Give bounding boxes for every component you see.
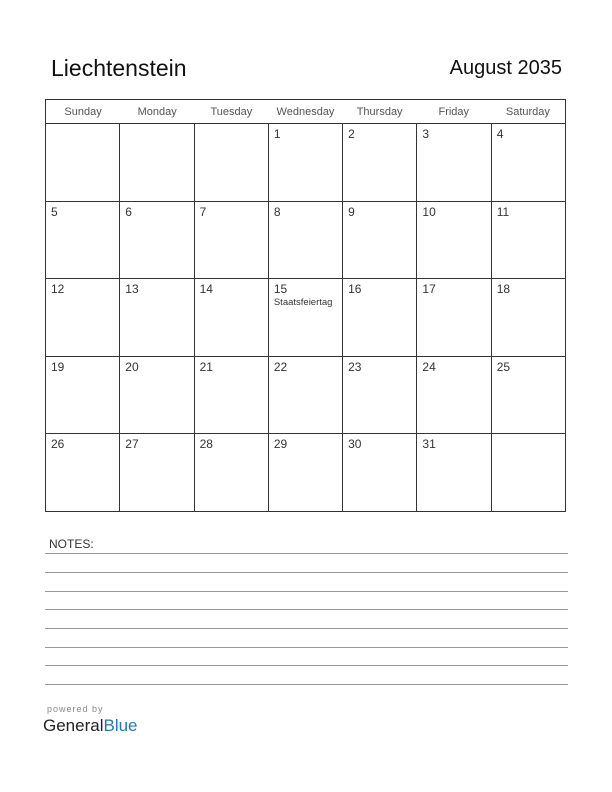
day-cell: [417, 357, 491, 434]
day-cell: [46, 434, 120, 512]
day-cell: [269, 279, 343, 356]
day-cell: [417, 279, 491, 356]
day-number: 27: [125, 437, 139, 451]
day-number: 26: [51, 437, 65, 451]
day-cell: [269, 124, 343, 201]
day-cell: [343, 279, 417, 356]
day-number: 31: [422, 437, 436, 451]
day-cell: [343, 202, 417, 279]
day-cell: [492, 124, 565, 201]
day-number: 3: [422, 127, 430, 141]
day-cell: [120, 124, 194, 201]
day-cell: [343, 124, 417, 201]
note-line: [45, 647, 568, 648]
day-cell: [120, 279, 194, 356]
note-line: [45, 665, 568, 666]
week-row: [46, 434, 565, 512]
day-number: 5: [51, 204, 58, 219]
day-number: 29: [273, 437, 288, 451]
day-cell: [195, 124, 269, 201]
day-number: 19: [51, 359, 65, 374]
day-cell: [492, 279, 565, 356]
day-cell: [343, 357, 417, 434]
day-number: 20: [125, 359, 139, 374]
notes-label: NOTES:: [49, 537, 94, 551]
day-number: 10: [422, 204, 436, 219]
day-cell: [492, 434, 565, 512]
day-cell: [269, 434, 343, 512]
day-number: 15: [273, 282, 288, 296]
brand-general: General: [43, 716, 104, 735]
day-cell: [343, 434, 417, 512]
weekday-wednesday: Wednesday: [276, 106, 335, 118]
day-number: 2: [348, 127, 355, 141]
weekday-thursday: Thursday: [356, 106, 403, 118]
powered-by-text: powered by: [47, 704, 104, 714]
weekday-tuesday: Tuesday: [210, 106, 253, 118]
day-number: 16: [348, 282, 362, 296]
note-line: [45, 553, 568, 554]
day-cell: [269, 202, 343, 279]
note-line: [45, 609, 568, 610]
week-row: [46, 124, 565, 202]
country-title: Liechtenstein: [51, 55, 187, 81]
month-title: August 2035: [449, 57, 562, 79]
weekday-friday: Friday: [438, 106, 470, 118]
brand-blue: Blue: [103, 716, 138, 735]
day-number: 1: [273, 127, 281, 141]
day-cell: [492, 357, 565, 434]
day-cell: [417, 202, 491, 279]
day-number: 14: [199, 282, 213, 296]
day-number: 4: [496, 127, 504, 141]
day-cell: [120, 357, 194, 434]
note-line: [45, 628, 568, 629]
generalblue-logo[interactable]: [43, 716, 138, 736]
day-number: 18: [496, 282, 511, 296]
week-row: [46, 279, 565, 357]
calendar-grid: [45, 99, 566, 512]
day-number: 8: [273, 204, 281, 219]
day-number: 17: [422, 282, 436, 296]
day-cell: [120, 434, 194, 512]
day-cell: [269, 357, 343, 434]
day-number: 13: [125, 282, 139, 296]
note-line: [45, 591, 568, 592]
day-number: 9: [348, 204, 355, 219]
holiday-label: Staatsfeiertag: [273, 297, 333, 308]
day-cell: [195, 202, 269, 279]
day-cell: [417, 124, 491, 201]
weekday-saturday: Saturday: [505, 106, 550, 118]
day-number: 23: [348, 359, 362, 374]
day-number: 30: [348, 437, 362, 451]
day-number: 11: [496, 204, 510, 219]
day-number: 12: [51, 282, 65, 296]
week-row: [46, 357, 565, 435]
note-line: [45, 684, 568, 685]
day-cell: [195, 279, 269, 356]
day-cell: [195, 357, 269, 434]
day-number: 21: [199, 359, 213, 374]
note-line: [45, 572, 568, 573]
day-cell: [195, 434, 269, 512]
day-number: 24: [422, 359, 436, 374]
day-cell: [46, 202, 120, 279]
day-cell: [46, 279, 120, 356]
day-cell: [417, 434, 491, 512]
weekday-monday: Monday: [137, 106, 177, 118]
weekday-header-row: [46, 100, 565, 124]
day-number: 6: [125, 204, 132, 219]
week-row: [46, 202, 565, 280]
day-cell: [46, 357, 120, 434]
day-number: 22: [273, 359, 288, 374]
day-number: 28: [199, 437, 213, 451]
day-number: 25: [496, 359, 511, 374]
day-number: 7: [199, 204, 207, 219]
day-cell: [46, 124, 120, 201]
day-cell: [120, 202, 194, 279]
weekday-sunday: Sunday: [64, 106, 102, 118]
day-cell: [492, 202, 565, 279]
